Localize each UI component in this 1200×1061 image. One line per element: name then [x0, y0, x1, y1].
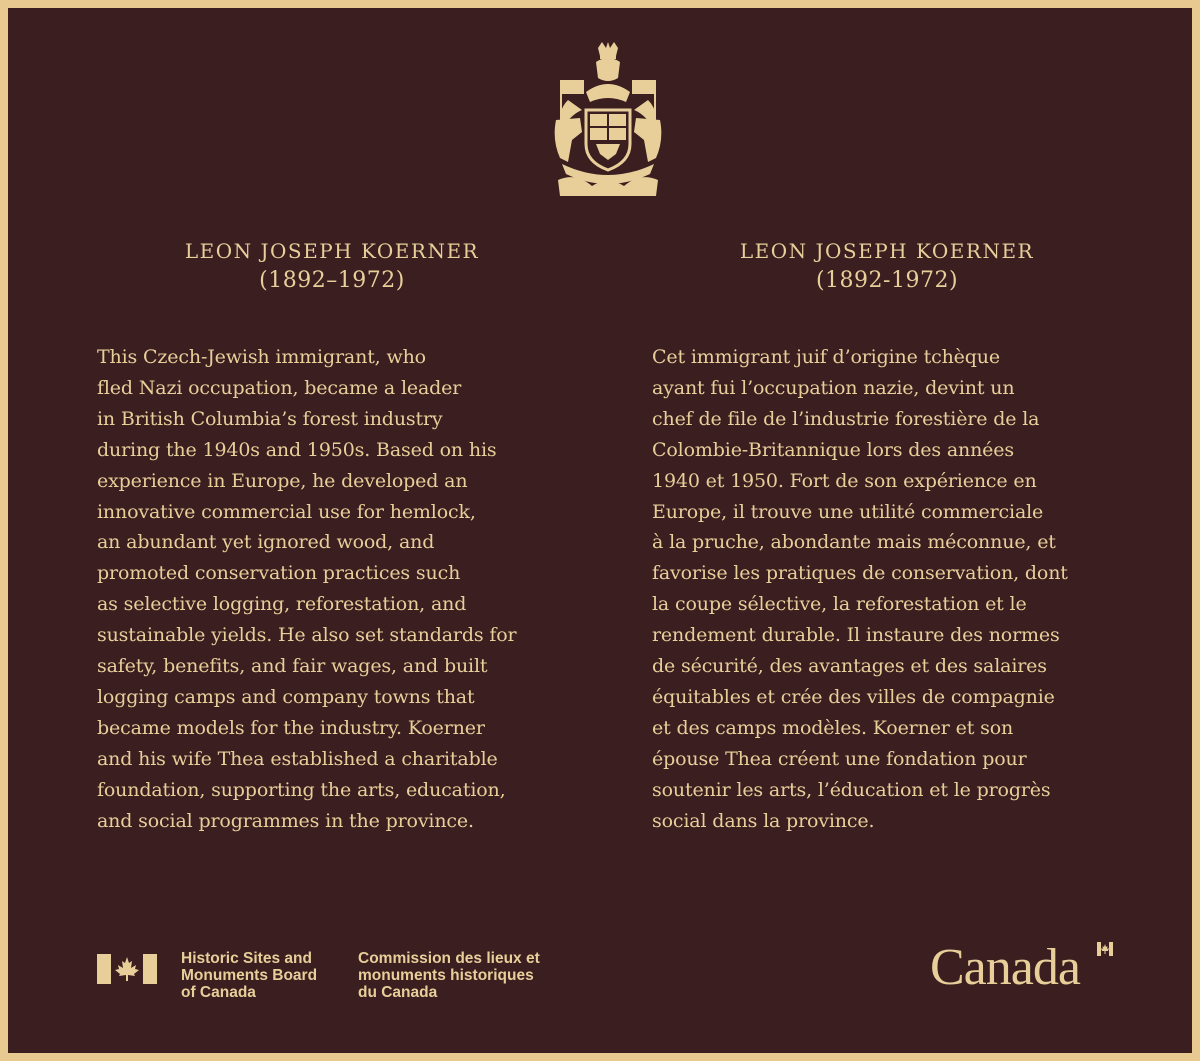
- english-line: promoted conservation practices such: [97, 562, 461, 585]
- royal-coat-of-arms-icon: [546, 40, 670, 200]
- english-line: during the 1940s and 1950s. Based on his: [97, 438, 497, 461]
- board-name-line: Historic Sites and: [181, 950, 312, 967]
- english-body: [97, 342, 567, 837]
- english-line: an abundant yet ignored wood, and: [97, 531, 435, 554]
- french-line: favorise les pratiques de conservation, dont: [652, 562, 1068, 585]
- french-line: chef de file de l’industrie forestière de la: [652, 407, 1040, 430]
- french-line: 1940 et 1950. Fort de son expérience en: [652, 469, 1037, 492]
- board-name-line: du Canada: [358, 984, 438, 1001]
- french-line: à la pruche, abondante mais méconnue, et: [652, 531, 1056, 554]
- french-column: [652, 236, 1122, 837]
- english-line: innovative commercial use for hemlock,: [97, 500, 476, 523]
- french-line: la coupe sélective, la reforestation et le: [652, 593, 1027, 616]
- french-line: ayant fui l’occupation nazie, devint un: [652, 376, 1015, 399]
- english-line: sustainable yields. He also set standards for: [97, 624, 517, 647]
- canada-flag-icon: [97, 954, 157, 984]
- french-line: soutenir les arts, l’éducation et le progrès: [652, 778, 1051, 801]
- english-line: became models for the industry. Koerner: [97, 716, 485, 739]
- english-line: logging camps and company towns that: [97, 685, 475, 708]
- wordmark-flag-icon: [1097, 942, 1113, 956]
- english-line: and his wife Thea established a charitable: [97, 747, 498, 770]
- french-body: [652, 342, 1122, 837]
- french-line: rendement durable. Il instaure des normes: [652, 624, 1060, 647]
- canada-wordmark: [930, 938, 1080, 998]
- english-title: LEON JOSEPH KOERNER: [184, 239, 480, 263]
- board-name-line: Commission des lieux et: [358, 950, 540, 967]
- canada-wordmark-text: Canada: [930, 939, 1080, 996]
- french-line: épouse Thea créent une fondation pour: [652, 747, 1027, 770]
- board-name-french: [358, 950, 540, 1001]
- english-line: safety, benefits, and fair wages, and built: [97, 655, 488, 678]
- french-line: équitables et crée des villes de compagnie: [652, 685, 1055, 708]
- board-name-line: monuments historiques: [358, 967, 534, 984]
- french-line: Europe, il trouve une utilité commerciale: [652, 500, 1044, 523]
- english-line: as selective logging, reforestation, and: [97, 593, 467, 616]
- english-column: [97, 236, 567, 837]
- english-line: This Czech-Jewish immigrant, who: [97, 346, 426, 368]
- english-line: fled Nazi occupation, became a leader: [97, 376, 462, 399]
- french-dates: (1892-1972): [815, 268, 959, 293]
- french-line: de sécurité, des avantages et des salaires: [652, 655, 1047, 678]
- plaque: [8, 8, 1192, 1053]
- french-title: LEON JOSEPH KOERNER: [739, 239, 1035, 263]
- english-line: experience in Europe, he developed an: [97, 469, 468, 492]
- english-line: in British Columbia’s forest industry: [97, 407, 443, 430]
- french-line: Cet immigrant juif d’origine tchèque: [652, 346, 1000, 368]
- french-line: social dans la province.: [652, 809, 875, 832]
- english-line: foundation, supporting the arts, education,: [97, 778, 506, 801]
- french-line: Colombie-Britannique lors des années: [652, 438, 1014, 461]
- english-dates: (1892–1972): [259, 268, 405, 293]
- board-name-line: Monuments Board: [181, 967, 318, 984]
- board-name-line: of Canada: [181, 984, 256, 1001]
- english-line: and social programmes in the province.: [97, 809, 474, 832]
- board-name-english: [181, 950, 317, 1001]
- french-line: et des camps modèles. Koerner et son: [652, 716, 1014, 739]
